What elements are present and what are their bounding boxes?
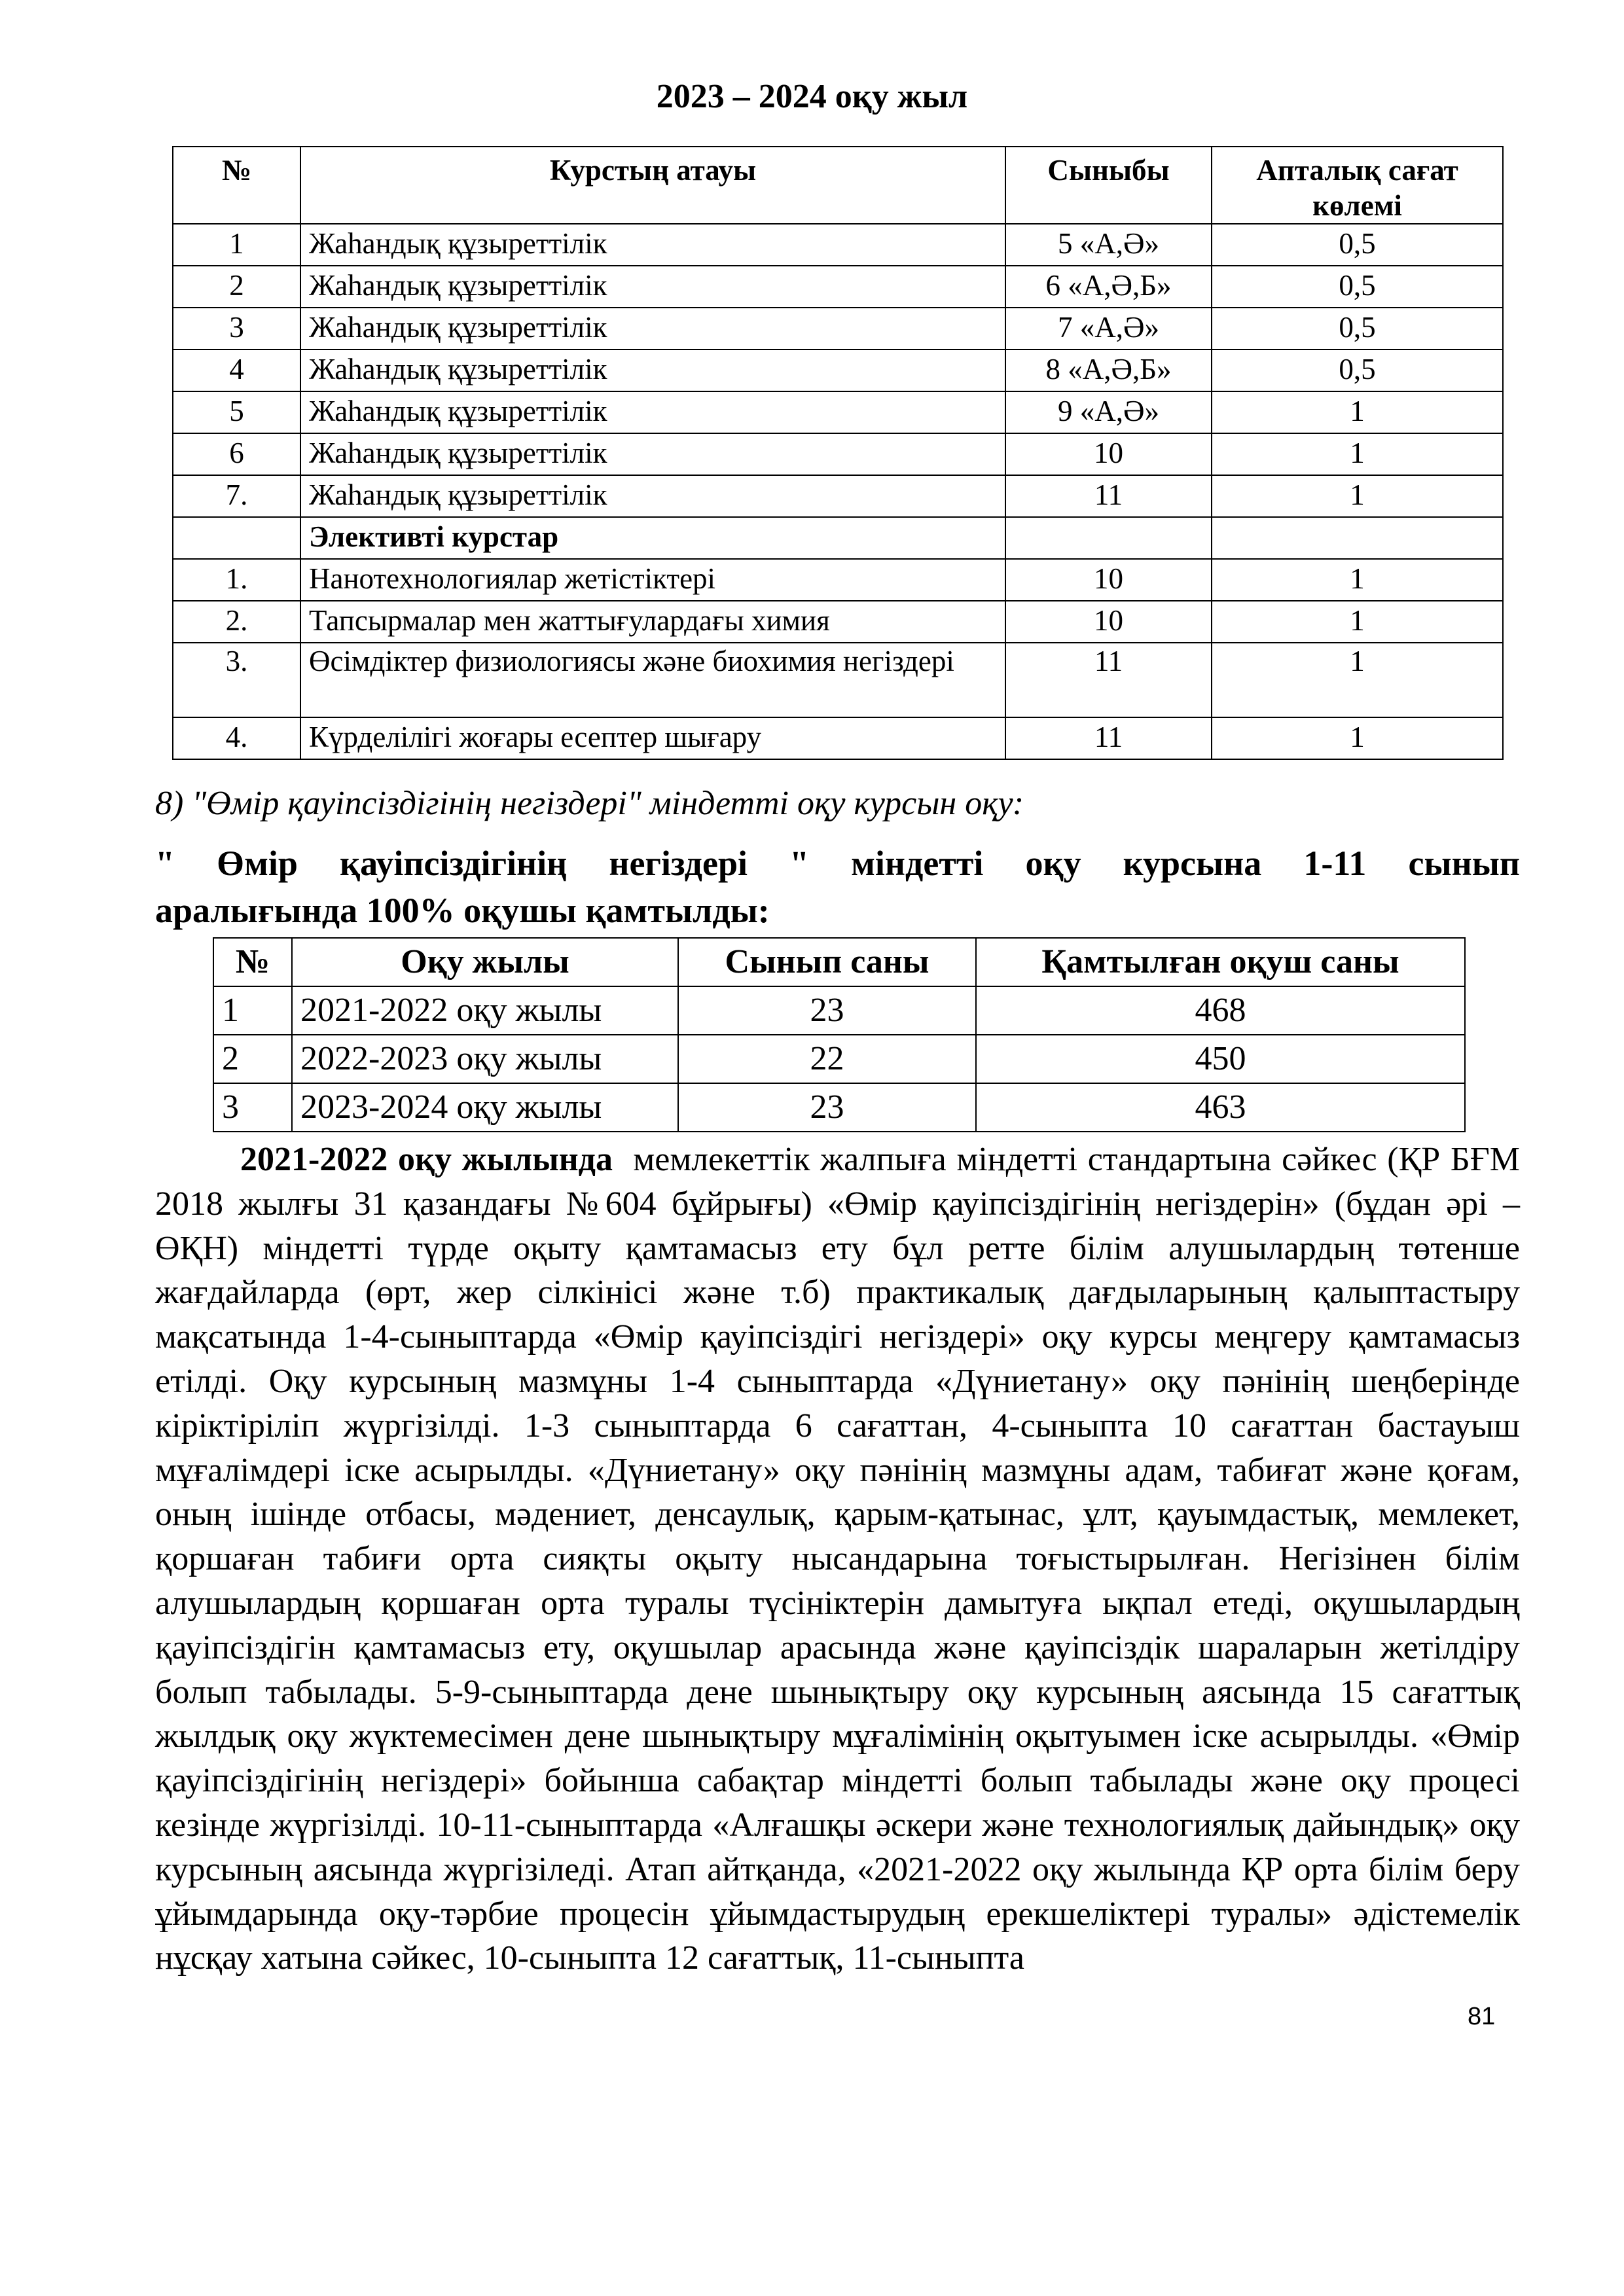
column-header: Курстың атауы [300,147,1005,224]
table-row [173,643,1503,717]
elective-heading-row [173,517,1503,559]
table-cell: 7 «А,Ә» [1005,308,1212,350]
table-row [213,1083,1465,1132]
table-cell: 10 [1005,433,1212,475]
table-cell: 1 [173,224,300,266]
table-cell: 10 [1005,601,1212,643]
table-cell: 0,5 [1212,224,1503,266]
table-cell: Нанотехнологиялар жетістіктері [300,559,1005,601]
table-cell: 10 [1005,559,1212,601]
table-cell: Жаһандық құзыреттілік [300,475,1005,517]
table-cell: 4. [173,717,300,759]
table-cell: 9 «А,Ә» [1005,391,1212,433]
table-cell: 5 «А,Ә» [1005,224,1212,266]
table-row [173,475,1503,517]
table-cell: 1 [1212,559,1503,601]
table-row [173,391,1503,433]
table-cell: Жаһандық құзыреттілік [300,308,1005,350]
column-header: № [173,147,300,224]
column-header: № [213,938,292,986]
table-cell [1005,517,1212,559]
table-row [213,1035,1465,1083]
year-title: 2023 – 2024 оқу жыл [656,78,968,115]
table-cell: 463 [976,1083,1465,1132]
table-cell: 11 [1005,475,1212,517]
column-header: Оқу жылы [292,938,678,986]
table-cell: 3 [213,1083,292,1132]
statement-line: аралығында 100% оқушы қамтылды: [155,891,770,930]
paragraph-text: мемлекеттік жалпыға міндетті стандартына сәйкес (ҚР БҒМ 2018 жылғы 31 қазандағы №604 бұйрығы) «Өмір қауіпсіздігінің негіздерін» (бұдан әрі – ӨҚН) міндетті түрде оқыту қамтамасыз ету бұл ретте білім алушылардың төтенше жағдайларда (өрт, жер сілкінісі және т.б) практикалық дағдыларының қалыптастыру мақсатында 1-4-сыныптарда «Өмір қауіпсіздігі негіздері» оқу курсы меңгеру қамтамасыз етілді. Оқу курсының мазмұны 1-4 сыныптарда «Дүниетану» оқу пәнінің шеңберінде кіріктіріліп жүргізілді. 1-3 сыныптарда 6 сағаттан, 4-сыныпта 10 сағаттан бастауыш мұғалімдері іске асырылды. «Дүниетану» оқу пәнінің мазмұны адам, табиғат және қоғам, оның ішінде отбасы, мәдениет, денсаулық, қарым-қатынас, ұлт, қауымдастық, мемлекет, қоршаған табиғи орта сияқты оқыту нысандарына тоғыстырылған. Негізінен білім алушылардың қоршаған орта туралы түсініктерін дамытуға ықпал етеді, оқушылардың қауіпсіздігін қамтамасыз ету, оқушылар арасында және қауіпсіздік шараларын жетілдіру болып табылады. 5-9-сыныптарда дене шынықтыру оқу курсының аясында 15 сағаттық жылдық оқу жүктемесімен дене шынықтыру мұғалімінің оқытуымен іске асырылды. «Өмір қауіпсіздігінің негіздері» бойынша сабақтар міндетті болып табылады және оқу процесі кезінде жүргізілді. 10-11-сыныптарда «Алғашқы әскери және технологиялық дайындық» оқу курсының аясында жүргізіледі. Атап айтқанда, «2021-2022 оқу жылында ҚР орта білім беру ұйымдарында оқу-тәрбие процесін ұйымдастырудың ерекшеліктері туралы» әдістемелік нұсқау хатына сәйкес, 10-сыныпта 12 сағаттық, 11-сыныпта [155,1141,1521,1977]
column-header: Апталық сағат көлемі [1212,147,1503,224]
coverage-statement [155,840,1520,934]
table-cell: 1. [173,559,300,601]
table-cell: 3 [173,308,300,350]
table-cell: 1 [1212,433,1503,475]
table-cell: 11 [1005,643,1212,717]
table-cell: 450 [976,1035,1465,1083]
table-cell: 468 [976,986,1465,1035]
table-cell: 2 [173,266,300,308]
table-cell: 22 [678,1035,976,1083]
table-row [173,717,1503,759]
statement-line: " Өмір қауіпсіздігінің негіздері " міндетті оқу курсына 1-11 сынып [155,844,1520,883]
courses-table [172,146,1504,760]
body-paragraph [155,1138,1520,1981]
table-cell: 1 [213,986,292,1035]
table-cell: Күрделілігі жоғары есептер шығару [300,717,1005,759]
table-cell: 1 [1212,391,1503,433]
table-cell: 2. [173,601,300,643]
table-cell: 0,5 [1212,266,1503,308]
table-row [173,559,1503,601]
table-cell: 1 [1212,475,1503,517]
table-cell: 1 [1212,643,1503,717]
table-cell: 11 [1005,717,1212,759]
table-cell [173,517,300,559]
column-header: Қамтылған оқуш саны [976,938,1465,986]
table-cell: 7. [173,475,300,517]
table-header-row [213,938,1465,986]
table-cell: 0,5 [1212,350,1503,391]
table-cell: 4 [173,350,300,391]
page-number: 81 [1468,2003,1496,2030]
table-cell: 1 [1212,601,1503,643]
column-header: Сынып саны [678,938,976,986]
table-row [173,350,1503,391]
elective-heading: Элективті курстар [300,517,1005,559]
table-row [213,986,1465,1035]
table-cell: 23 [678,1083,976,1132]
table-cell: 1 [1212,717,1503,759]
table-cell: 6 «А,Ә,Б» [1005,266,1212,308]
section-heading: 8) "Өмір қауіпсіздігінің негіздері" міндетті оқу курсын оқу: [155,785,1024,822]
table-row [173,224,1503,266]
table-cell [1212,517,1503,559]
table-cell: Жаһандық құзыреттілік [300,266,1005,308]
table-cell: 6 [173,433,300,475]
table-row [173,308,1503,350]
paragraph-lead: 2021-2022 оқу жылында [240,1141,613,1178]
table-cell: Жаһандық құзыреттілік [300,350,1005,391]
table-header-row [173,147,1503,224]
table-cell: Жаһандық құзыреттілік [300,391,1005,433]
table-row [173,601,1503,643]
table-cell: Тапсырмалар мен жаттығулардағы химия [300,601,1005,643]
table-row [173,433,1503,475]
coverage-table [213,937,1466,1132]
column-header: Сыныбы [1005,147,1212,224]
table-cell: 5 [173,391,300,433]
table-cell: Жаһандық құзыреттілік [300,224,1005,266]
table-cell: 23 [678,986,976,1035]
table-cell: Өсімдіктер физиологиясы және биохимия негіздері [300,643,1005,717]
table-cell: 2023-2024 оқу жылы [292,1083,678,1132]
table-cell: 8 «А,Ә,Б» [1005,350,1212,391]
table-cell: 0,5 [1212,308,1503,350]
table-cell: Жаһандық құзыреттілік [300,433,1005,475]
table-cell: 3. [173,643,300,717]
table-cell: 2 [213,1035,292,1083]
table-row [173,266,1503,308]
table-cell: 2021-2022 оқу жылы [292,986,678,1035]
table-cell: 2022-2023 оқу жылы [292,1035,678,1083]
